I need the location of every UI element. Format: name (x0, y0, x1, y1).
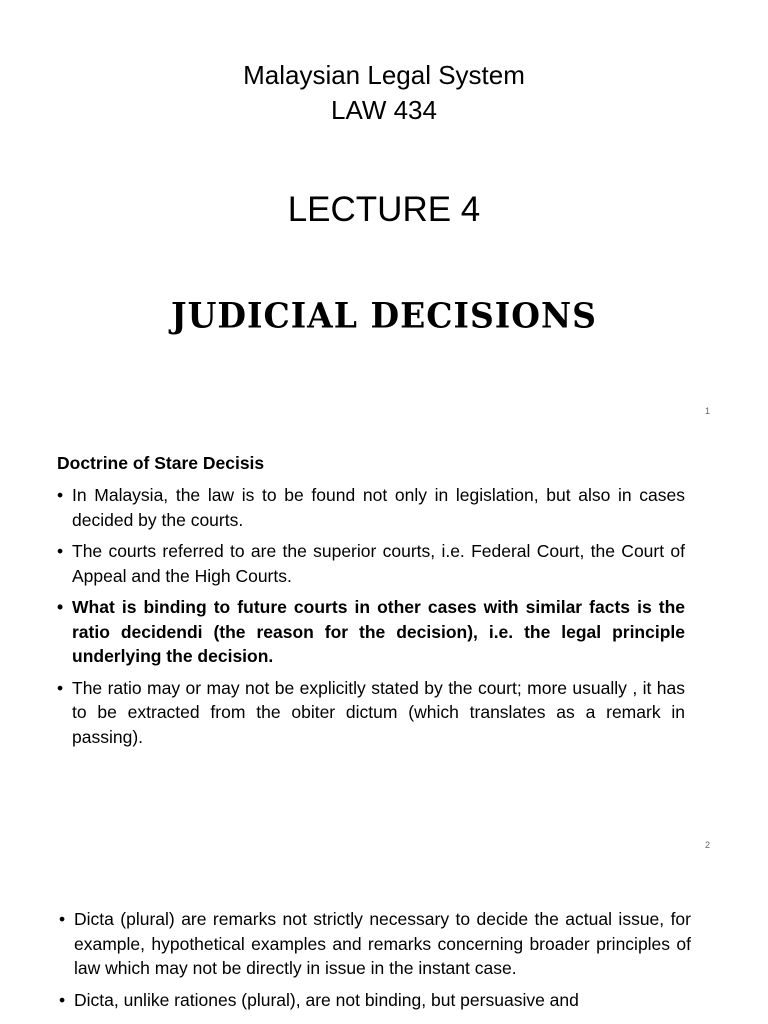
bullet-item: • The ratio may or may not be explicitly stated by the court; more usually , it has to be extracted from the obiter dictum (which translates as a remark in passing). (57, 676, 685, 750)
bullet-item: • Dicta, unlike rationes (plural), are not binding, but persuasive and (59, 988, 691, 1013)
section-heading: Doctrine of Stare Decisis (57, 453, 265, 473)
slide-1 (0, 0, 768, 433)
bullet-item-emphasis: • What is binding to future courts in other cases with similar facts is the ratio decidendi (the reason for the decision), i.e. the legal principle underlying the decision. (57, 595, 685, 669)
topic-title: JUDICIAL DECISIONS (171, 295, 597, 336)
bullet-item: • Dicta (plural) are remarks not strictly necessary to decide the actual issue, for example, hypothetical examples and remarks concerning broader principles of law which may not be directly in issue in the instant case. (59, 907, 691, 981)
lecture-title: LECTURE 4 (287, 190, 481, 229)
slide-2 (0, 433, 768, 867)
page-number: 2 (704, 840, 710, 850)
slide-3 (0, 867, 768, 1024)
course-heading (0, 58, 768, 128)
course-code: LAW 434 (331, 95, 437, 125)
bullet-item: • In Malaysia, the law is to be found not only in legislation, but also in cases decided by the courts. (57, 483, 685, 532)
bullet-item: • The courts referred to are the superior courts, i.e. Federal Court, the Court of Appeal and the High Courts. (57, 539, 685, 588)
bullet-list (57, 483, 685, 756)
page-number: 1 (704, 406, 710, 416)
bullet-list (59, 907, 691, 1019)
course-title: Malaysian Legal System (243, 60, 525, 90)
